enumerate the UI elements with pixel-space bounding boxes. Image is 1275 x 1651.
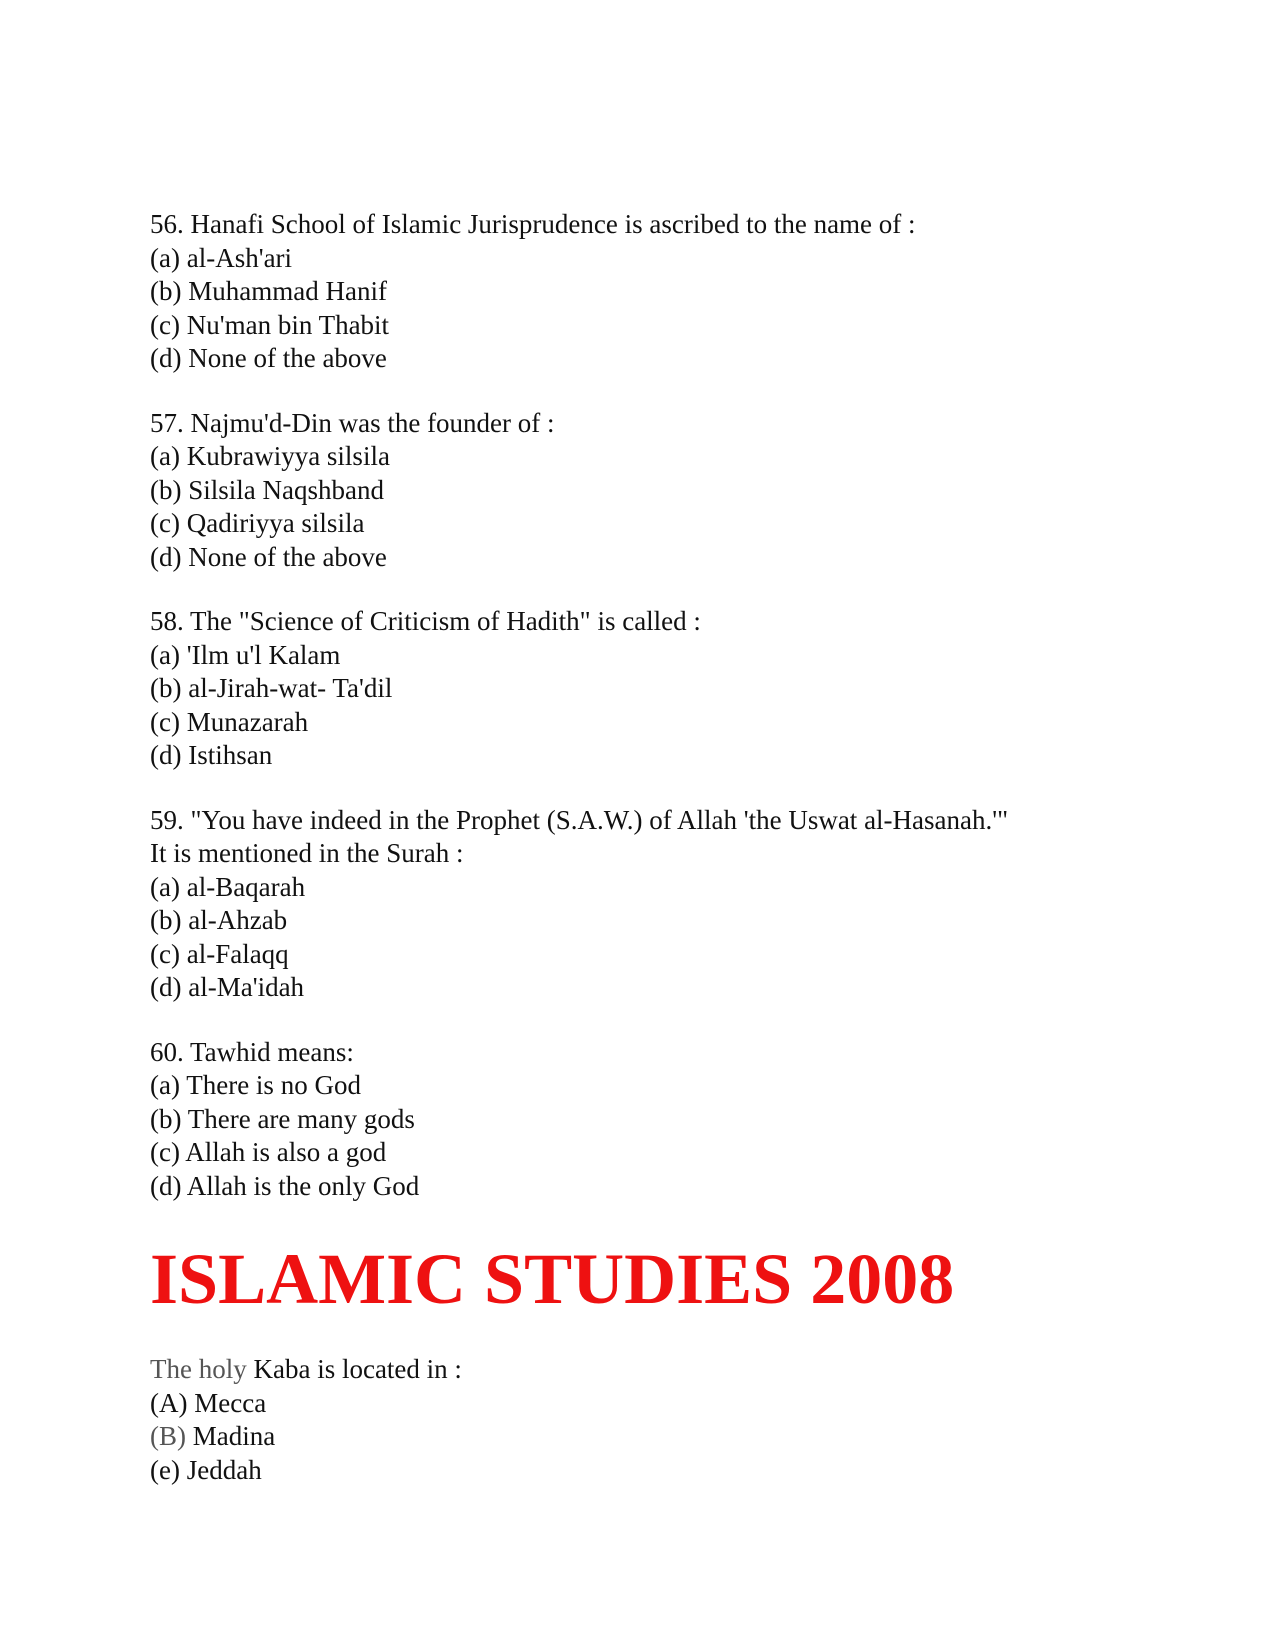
option-a: (a) 'Ilm u'l Kalam xyxy=(150,639,341,670)
option-d: (d) al-Ma'idah xyxy=(150,972,305,1002)
question-stem-part: Kaba is located in : xyxy=(246,1354,462,1384)
option-c: (c) Munazarah xyxy=(150,706,309,737)
option-c: (c) al-Falaqq xyxy=(150,938,289,969)
question-57 xyxy=(150,407,1150,575)
option-d: (d) None of the above xyxy=(150,541,387,572)
question-stem: 59. "You have indeed in the Prophet (S.A.W.) of Allah 'the Uswat al-Hasanah.'" xyxy=(150,804,1009,835)
option-d: (d) Allah is the only God xyxy=(150,1170,420,1201)
option-label: (B) xyxy=(150,1421,186,1451)
question-stem: 57. Najmu'd-Din was the founder of : xyxy=(150,407,555,438)
question-56 xyxy=(150,208,1150,376)
question-stem xyxy=(150,1353,1150,1387)
option-a: (A) Mecca xyxy=(150,1387,267,1418)
question-stem: 58. The "Science of Criticism of Hadith" is called : xyxy=(150,606,701,636)
question-stem: 60. Tawhid means: xyxy=(150,1036,354,1067)
question-stem-continued: It is mentioned in the Surah : xyxy=(150,838,464,868)
option-b: (b) al-Jirah-wat- Ta'dil xyxy=(150,673,393,703)
option-b: (b) There are many gods xyxy=(150,1103,415,1134)
option-c: (e) Jeddah xyxy=(150,1454,262,1485)
option-a: (a) al-Baqarah xyxy=(150,871,306,902)
section-heading: ISLAMIC STUDIES 2008 xyxy=(150,1239,955,1319)
option-c: (c) Nu'man bin Thabit xyxy=(150,309,390,340)
question-59 xyxy=(150,804,1150,1005)
option-a: (a) There is no God xyxy=(150,1070,361,1100)
option-a: (a) al-Ash'ari xyxy=(150,242,293,273)
question-60 xyxy=(150,1036,1150,1204)
question-58 xyxy=(150,605,1150,773)
option-b: (b) al-Ahzab xyxy=(150,905,288,935)
option-text: Madina xyxy=(186,1421,276,1451)
option-a: (a) Kubrawiyya silsila xyxy=(150,441,390,471)
option-c: (c) Qadiriyya silsila xyxy=(150,508,365,538)
question-stem: 56. Hanafi School of Islamic Jurisprudence is ascribed to the name of : xyxy=(150,209,916,239)
option-d: (d) Istihsan xyxy=(150,740,273,770)
option-b: (b) Muhammad Hanif xyxy=(150,276,387,306)
option-d: (d) None of the above xyxy=(150,343,387,373)
question-stem-part: The holy xyxy=(150,1354,247,1384)
option-b: (b) Silsila Naqshband xyxy=(150,474,384,505)
question-kaba xyxy=(150,1353,1150,1487)
option-b xyxy=(150,1420,1150,1454)
option-c: (c) Allah is also a god xyxy=(150,1137,387,1167)
document-page xyxy=(150,208,1150,1518)
